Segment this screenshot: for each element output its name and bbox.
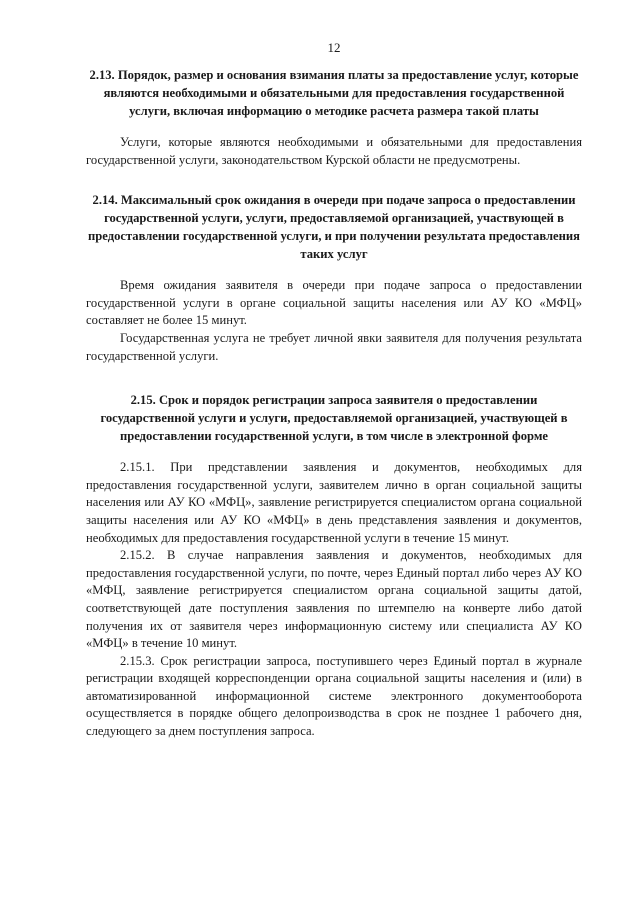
- section-2-13-heading: 2.13. Порядок, размер и основания взимания платы за предоставление услуг, которые являются необходимыми и обязательными для предоставления государственной услуги, включая информацию о методике расчета размера такой платы: [89, 68, 579, 118]
- section-2-14-heading: 2.14. Максимальный срок ожидания в очереди при подаче запроса о предоставлении государственной услуги, услуги, предоставляемой организацией, участвующей в предоставлении государственной услуги, и при получении результата предоставления таких услуг: [88, 193, 580, 262]
- section-2-15-1-paragraph: 2.15.1. При представлении заявления и документов, необходимых для предоставления государственной услуги, заявителем лично в орган социальной защиты населения или АУ КО «МФЦ», заявление регистрируется специалистом органа социальной защиты населения или АУ КО «МФЦ» в день представления заявления и документов, необходимых для предоставления государственной услуги в течение 15 минут.: [86, 460, 582, 545]
- section-2-15-heading: 2.15. Срок и порядок регистрации запроса заявителя о предоставлении государственной услуги и услуги, предоставляемой организацией, участвующей в предоставлении государственной услуги, в том числе в электронной форме: [100, 393, 568, 444]
- section-2-14-paragraph-2: Государственная услуга не требует личной явки заявителя для получения результата государственной услуги.: [86, 330, 582, 363]
- section-2-15-2-paragraph: 2.15.2. В случае направления заявления и документов, необходимых для предоставления государственной услуги, по почте, через Единый портал либо через АУ КО «МФЦ, заявление регистрируется специалистом органа социальной защиты датой, соответствующей дате поступления заявления по штемпелю на конверте либо датой получения их от заявителя через информационную систему или специалиста АУ КО «МФЦ» в течение 10 минут.: [86, 548, 582, 651]
- page-number: 12: [327, 40, 341, 55]
- section-2-13-paragraph-1: Услуги, которые являются необходимыми и обязательными для предоставления государственной услуги, законодательством Курской области не предусмотрены.: [86, 135, 582, 167]
- section-2-15-3-paragraph: 2.15.3. Срок регистрации запроса, поступившего через Единый портал в журнале регистрации входящей корреспонденции органа социальной защиты населения и (или) в автоматизированной информационной системе электронного документооборота осуществляется в порядке общего делопроизводства в срок не позднее 1 рабочего дня, следующего за днем поступления запроса.: [86, 653, 582, 739]
- section-2-14-paragraph-1: Время ожидания заявителя в очереди при подаче запроса о предоставлении государственной услуги в органе социальной защиты населения или АУ КО «МФЦ» составляет не более 15 минут.: [86, 278, 582, 328]
